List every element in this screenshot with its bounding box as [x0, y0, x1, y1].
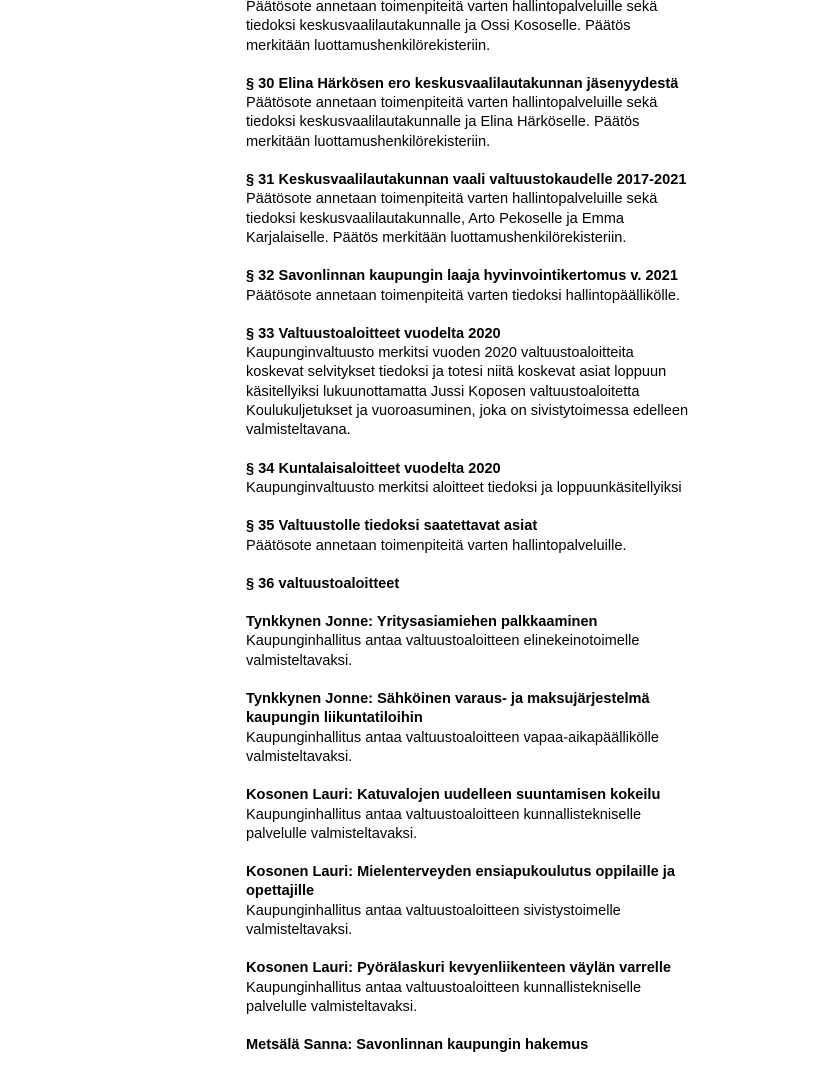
text-line: Päätösote annetaan toimenpiteitä varten hallintopalveluille.	[246, 537, 627, 554]
agenda-item-heading	[246, 575, 786, 594]
heading-line: Tynkkynen Jonne: Sähköinen varaus- ja maksujärjestelmä	[246, 691, 650, 708]
agenda-item-heading	[246, 959, 786, 978]
agenda-item-text	[246, 632, 786, 671]
heading-line: § 34 Kuntalaisaloitteet vuodelta 2020	[246, 460, 501, 477]
heading-line: § 30 Elina Härkösen ero keskusvaalilautakunnan jäsenyydestä	[246, 75, 679, 92]
agenda-item-text	[246, 344, 786, 440]
text-line: Karjalaiselle. Päätös merkitään luottamushenkilörekisteriin.	[246, 229, 627, 246]
agenda-item	[246, 460, 786, 499]
agenda-item-heading	[246, 460, 786, 479]
text-line: merkitään luottamushenkilörekisteriin.	[246, 133, 491, 150]
text-line: Päätösote annetaan toimenpiteitä varten hallintopalveluille sekä	[246, 191, 658, 208]
agenda-item-text	[246, 287, 786, 306]
text-line: palvelulle valmisteltavaksi.	[246, 998, 418, 1015]
text-line: Päätösote annetaan toimenpiteitä varten hallintopalveluille sekä	[246, 0, 658, 15]
agenda-item-heading	[246, 863, 786, 902]
text-line: Kaupunginvaltuusto merkitsi aloitteet tiedoksi ja loppuunkäsitellyiksi	[246, 479, 682, 496]
text-line: palvelulle valmisteltavaksi.	[246, 825, 418, 842]
heading-line: kaupungin liikuntatiloihin	[246, 710, 423, 727]
agenda-item	[246, 863, 786, 940]
agenda-item-text	[246, 729, 786, 768]
text-line: Kaupunginhallitus antaa valtuustoaloitteen kunnallistekniselle	[246, 979, 642, 996]
text-line: Päätösote annetaan toimenpiteitä varten tiedoksi hallintopäällikölle.	[246, 287, 681, 304]
text-line: tiedoksi keskusvaalilautakunnalle, Arto Pekoselle ja Emma	[246, 210, 625, 227]
agenda-item	[246, 171, 786, 248]
heading-line: § 31 Keskusvaalilautakunnan vaali valtuustokaudelle 2017-2021	[246, 172, 687, 189]
heading-line: § 35 Valtuustolle tiedoksi saatettavat asiat	[246, 518, 538, 535]
agenda-item	[246, 75, 786, 152]
agenda-item-heading	[246, 1036, 786, 1055]
text-line: Kaupunginhallitus antaa valtuustoaloitteen sivistystoimelle	[246, 902, 621, 919]
text-line: koskevat selvitykset tiedoksi ja totesi niitä koskevat asiat loppuun	[246, 364, 667, 381]
agenda-item-text	[246, 537, 786, 556]
agenda-item-heading	[246, 786, 786, 805]
agenda-item-text	[246, 94, 786, 152]
text-line: Kaupunginvaltuusto merkitsi vuoden 2020 valtuustoaloitteita	[246, 345, 634, 362]
text-line: Kaupunginhallitus antaa valtuustoaloitteen kunnallistekniselle	[246, 806, 642, 823]
text-line: valmisteltavaksi.	[246, 652, 353, 669]
text-line: merkitään luottamushenkilörekisteriin.	[246, 37, 491, 54]
agenda-item	[246, 613, 786, 671]
agenda-item-text	[246, 979, 786, 1018]
text-line: Päätösote annetaan toimenpiteitä varten hallintopalveluille sekä	[246, 95, 658, 112]
agenda-item-heading	[246, 613, 786, 632]
agenda-item	[246, 517, 786, 556]
agenda-item-text	[246, 190, 786, 248]
heading-line: § 36 valtuustoaloitteet	[246, 575, 400, 592]
heading-line: Kosonen Lauri: Katuvalojen uudelleen suuntamisen kokeilu	[246, 787, 661, 804]
text-line: valmisteltavana.	[246, 422, 351, 439]
agenda-item	[246, 325, 786, 441]
agenda-item-heading	[246, 171, 786, 190]
heading-line: Metsälä Sanna: Savonlinnan kaupungin hakemus	[246, 1037, 589, 1054]
text-line: tiedoksi keskusvaalilautakunnalle ja Ossi Kososelle. Päätös	[246, 18, 631, 35]
heading-line: Kosonen Lauri: Pyörälaskuri kevyenliikenteen väylän varrelle	[246, 960, 672, 977]
heading-line: Tynkkynen Jonne: Yritysasiamiehen palkkaaminen	[246, 614, 598, 631]
agenda-item-text	[246, 806, 786, 845]
text-line: käsitellyiksi lukuunottamatta Jussi Koposen valtuustoaloitetta	[246, 383, 640, 400]
heading-line: § 32 Savonlinnan kaupungin laaja hyvinvointikertomus v. 2021	[246, 268, 679, 285]
agenda-item	[246, 959, 786, 1017]
agenda-item-heading	[246, 75, 786, 94]
agenda-item-text	[246, 479, 786, 498]
agenda-item	[246, 267, 786, 306]
agenda-item	[246, 690, 786, 767]
heading-line: opettajille	[246, 883, 315, 900]
text-line: valmisteltavaksi.	[246, 748, 353, 765]
agenda-item	[246, 0, 786, 56]
agenda-item-heading	[246, 517, 786, 536]
agenda-item	[246, 1036, 786, 1055]
text-line: Koulukuljetukset ja vuoroasuminen, joka on sivistytoimessa edelleen	[246, 403, 689, 420]
text-line: Kaupunginhallitus antaa valtuustoaloitteen elinekeinotoimelle	[246, 633, 640, 650]
text-line: valmisteltavaksi.	[246, 921, 353, 938]
agenda-item-heading	[246, 690, 786, 729]
agenda-item	[246, 786, 786, 844]
text-line: Kaupunginhallitus antaa valtuustoaloitteen vapaa-aikapäällikölle	[246, 729, 659, 746]
agenda-item-heading	[246, 267, 786, 286]
agenda-item-heading	[246, 325, 786, 344]
text-line: tiedoksi keskusvaalilautakunnalle ja Elina Härköselle. Päätös	[246, 114, 640, 131]
agenda-item-text	[246, 902, 786, 941]
heading-line: Kosonen Lauri: Mielenterveyden ensiapukoulutus oppilaille ja	[246, 864, 675, 881]
document-page	[246, 0, 786, 1074]
heading-line: § 33 Valtuustoaloitteet vuodelta 2020	[246, 325, 501, 342]
agenda-item	[246, 575, 786, 594]
agenda-item-text	[246, 0, 786, 56]
